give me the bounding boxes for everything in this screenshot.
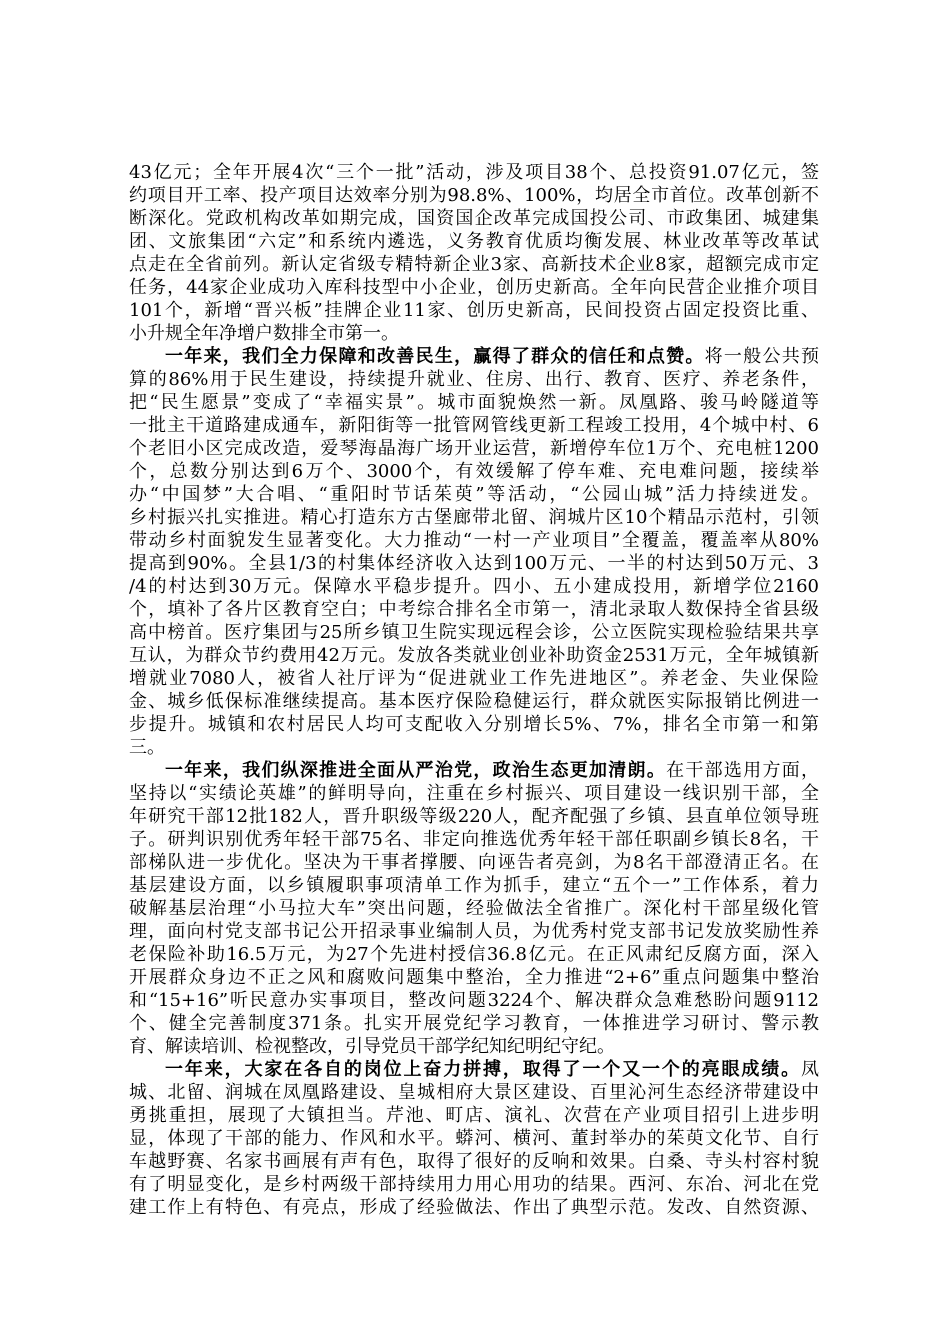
text-line: 一批主干道路建成通车，新阳街等一批管网管线更新工程竣工投用，4个城中村、6: [129, 415, 819, 436]
text-line: 43亿元；全年开展4次“三个一批”活动，涉及项目38个、总投资91.07亿元，签: [129, 162, 819, 183]
text-line: 有了明显变化，是乡村两级干部持续用力用心用功的结果。西河、东冶、河北在党: [129, 1174, 819, 1195]
text-line: 部梯队进一步优化。坚决为干事者撑腰、向诬告者亮剑，为8名干部澄清正名。在: [129, 852, 819, 873]
text-line: 步提升。城镇和农村居民人均可支配收入分别增长5%、7%，排名全市第一和第: [129, 714, 819, 735]
text-line: 团、文旅集团“六定”和系统内遴选，义务教育优质均衡发展、林业改革等改革试: [129, 231, 819, 252]
document-body: [129, 161, 819, 1219]
text-line: 显，体现了干部的能力、作风和水平。蟒河、横河、董封举办的茱萸文化节、自行: [129, 1128, 819, 1149]
text-line: 老保险补助16.5万元，为27个先进村授信36.8亿元。在正风肃纪反腐方面，深入: [129, 944, 819, 965]
paragraph-4: [129, 1058, 819, 1219]
text-line: 101个，新增“晋兴板”挂牌企业11家、创历史新高，民间投资占固定投资比重、: [129, 300, 819, 321]
paragraph-text: 在干部选用方面，: [666, 760, 820, 781]
paragraph-lead: 一年来，大家在各自的岗位上奋力拼搏，取得了一个又一个的亮眼成绩。: [165, 1059, 801, 1080]
paragraph-1: [129, 161, 819, 345]
text-line: 算的86%用于民生建设，持续提升就业、住房、出行、教育、医疗、养老条件，: [129, 369, 819, 390]
text-line: [129, 345, 819, 368]
text-line: 基层建设方面，以乡镇履职事项清单工作为抓手，建立“五个一”工作体系，着力: [129, 875, 819, 896]
text-line: 和“15+16”听民意办实事项目，整改问题3224个、解决群众急难愁盼问题9112: [129, 990, 819, 1011]
text-line: 提高到90%。全县1/3的村集体经济收入达到100万元、一半的村达到50万元、3: [129, 553, 819, 574]
text-line: 个，填补了各片区教育空白；中考综合排名全市第一，清北录取人数保持全省县级: [129, 599, 819, 620]
text-line: [129, 759, 819, 782]
text-line: 把“民生愿景”变成了“幸福实景”。城市面貌焕然一新。凤凰路、骏马岭隧道等: [129, 392, 819, 413]
text-line: 增就业7080人，被省人社厅评为“促进就业工作先进地区”。养老金、失业保险: [129, 668, 819, 689]
text-line: 互认，为群众节约费用42万元。发放各类就业创业补助资金2531万元，全年城镇新: [129, 645, 819, 666]
text-line: 三。: [129, 737, 165, 758]
paragraph-text: 凤: [801, 1059, 819, 1080]
text-line: 办“中国梦”大合唱、“重阳时节话茱萸”等活动，“公园山城”活力持续迸发。: [129, 484, 819, 505]
paragraph-text: 将一般公共预: [704, 346, 820, 367]
text-line: 断深化。党政机构改革如期完成，国资国企改革完成国投公司、市政集团、城建集: [129, 208, 819, 229]
text-line: 高中榜首。医疗集团与25所乡镇卫生院实现远程会诊，公立医院实现检验结果共享: [129, 622, 819, 643]
text-line: 带动乡村面貌发生显著变化。大力推动“一村一产业项目”全覆盖，覆盖率从80%: [129, 530, 819, 551]
paragraph-3: [129, 759, 819, 1058]
paragraph-2: [129, 345, 819, 759]
text-line: 理，面向村党支部书记公开招录事业编制人员，为优秀村党支部书记发放奖励性养: [129, 921, 819, 942]
text-line: 约项目开工率、投产项目达效率分别为98.8%、100%，均居全市首位。改革创新不: [129, 185, 819, 206]
text-line: 点走在全省前列。新认定省级专精特新企业3家、高新技术企业8家，超额完成市定: [129, 254, 819, 275]
paragraph-lead: 一年来，我们全力保障和改善民生，赢得了群众的信任和点赞。: [165, 346, 705, 367]
text-line: 建工作上有特色、有亮点，形成了经验做法、作出了典型示范。发改、自然资源、: [129, 1197, 819, 1218]
text-line: 子。研判识别优秀年轻干部75名、非定向推选优秀年轻干部任职副乡镇长8名，干: [129, 829, 819, 850]
text-line: 坚持以“实绩论英雄”的鲜明导向，注重在乡村振兴、项目建设一线识别干部，全: [129, 783, 819, 804]
text-line: [129, 1058, 819, 1081]
text-line: 个老旧小区完成改造，爱琴海晶海广场开业运营，新增停车位1万个、充电桩1200: [129, 438, 819, 459]
text-line: 勇挑重担，展现了大镇担当。芹池、町店、演礼、次营在产业项目招引上进步明: [129, 1105, 819, 1126]
text-line: 金、城乡低保标准继续提高。基本医疗保险稳健运行，群众就医实际报销比例进一: [129, 691, 819, 712]
text-line: 车越野赛、名家书画展有声有色，取得了很好的反响和效果。白桑、寺头村容村貌: [129, 1151, 819, 1172]
text-line: 年研究干部12批182人，晋升职级等级220人，配齐配强了乡镇、县直单位领导班: [129, 806, 819, 827]
text-line: 个，总数分别达到6万个、3000个，有效缓解了停车难、充电难问题，接续举: [129, 461, 819, 482]
text-line: 乡村振兴扎实推进。精心打造东方古堡廊带北留、润城片区10个精品示范村，引领: [129, 507, 819, 528]
text-line: 任务，44家企业成功入库科技型中小企业，创历史新高。全年向民营企业推介项目: [129, 277, 819, 298]
text-line: 个、健全完善制度371条。扎实开展党纪学习教育，一体推进学习研讨、警示教: [129, 1013, 819, 1034]
text-line: 小升规全年净增户数排全市第一。: [129, 323, 399, 344]
text-line: 破解基层治理“小马拉大车”突出问题，经验做法全省推广。深化村干部星级化管: [129, 898, 819, 919]
text-line: 开展群众身边不正之风和腐败问题集中整治，全力推进“2+6”重点问题集中整治: [129, 967, 819, 988]
text-line: /4的村达到30万元。保障水平稳步提升。四小、五小建成投用，新增学位2160: [129, 576, 819, 597]
text-line: 育、解读培训、检视整改，引导党员干部学纪知纪明纪守纪。: [129, 1036, 615, 1057]
paragraph-lead: 一年来，我们纵深推进全面从严治党，政治生态更加清朗。: [165, 760, 667, 781]
text-line: 城、北留、润城在凤凰路建设、皇城相府大景区建设、百里沁河生态经济带建设中: [129, 1082, 819, 1103]
